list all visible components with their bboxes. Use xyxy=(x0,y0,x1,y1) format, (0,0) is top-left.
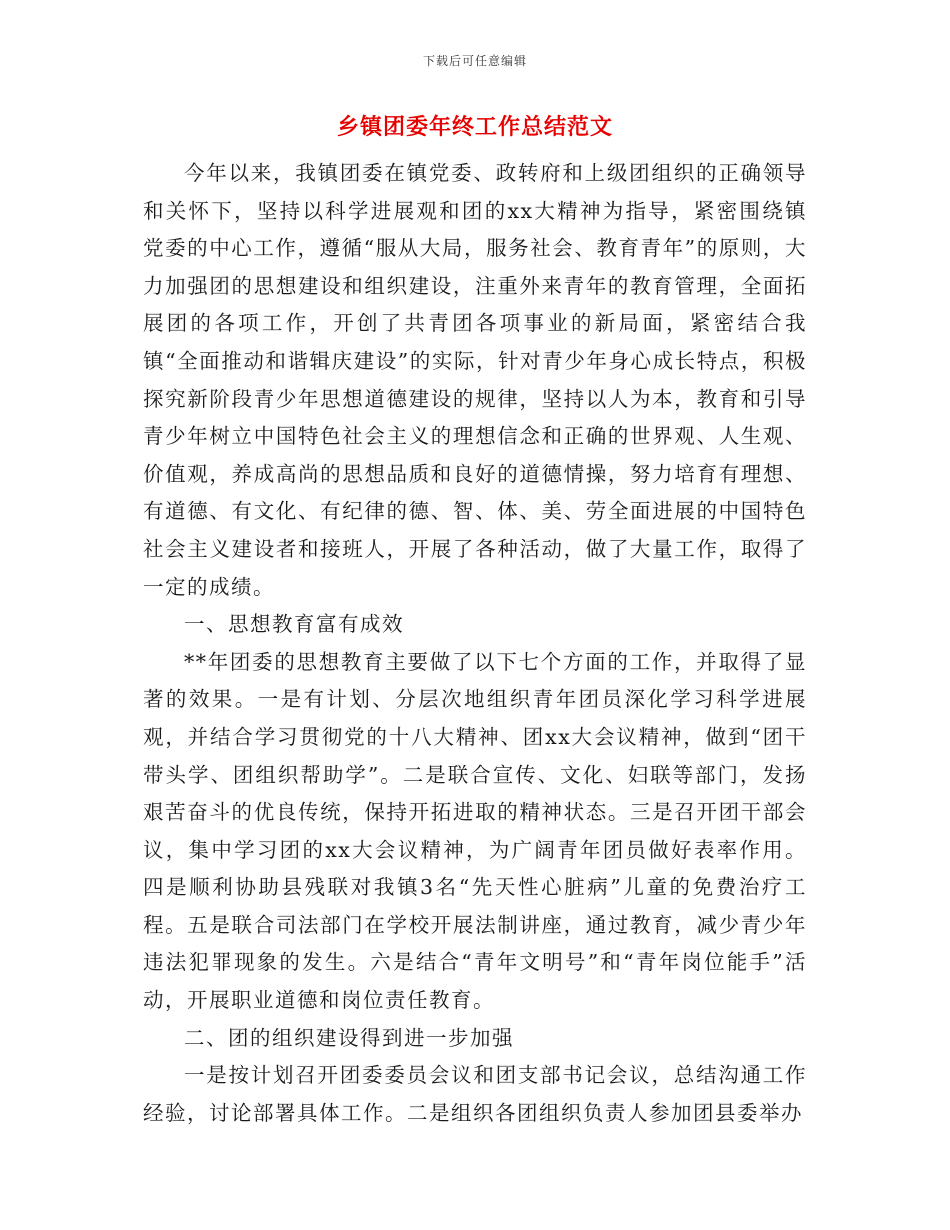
paragraph-intro: 今年以来，我镇团委在镇党委、政转府和上级团组织的正确领导和关怀下，坚持以科学进展观和团的xx大精神为指导，紧密围绕镇党委的中心工作，遵循“服从大局，服务社会、教育青年”的原则，大力加强团的思想建设和组织建设，注重外来青年的教育管理，全面拓展团的各项工作，开创了共青团各项事业的新局面，紧密结合我镇“全面推动和谐辑庆建设”的实际，针对青少年身心成长特点，积极探究新阶段青少年思想道德建设的规律，坚持以人为本，教育和引导青少年树立中国特色社会主义的理想信念和正确的世界观、人生观、价值观，养成高尚的思想品质和良好的道德情操，努力培育有理想、有道德、有文化、有纪律的德、智、体、美、劳全面进展的中国特色社会主义建设者和接班人，开展了各种活动，做了大量工作，取得了一定的成绩。 xyxy=(143,161,807,599)
paragraph-section-1: **年团委的思想教育主要做了以下七个方面的工作，并取得了显著的效果。一是有计划、分层次地组织青年团员深化学习科学进展观，并结合学习贯彻党的十八大精神、团xx大会议精神，做到“团干带头学、团组织帮助学”。二是联合宣传、文化、妇联等部门，发扬艰苦奋斗的优良传统，保持开拓进取的精神状态。三是召开团干部会议，集中学习团的xx大会议精神，为广阔青年团员做好表率作用。四是顺利协助县残联对我镇3名“先天性心脏病”儿童的免费治疗工程。五是联合司法部门在学校开展法制讲座，通过教育，减少青少年违法犯罪现象的发生。六是结合“青年文明号”和“青年岗位能手”活动，开展职业道德和岗位责任教育。 xyxy=(143,649,807,1013)
document-body xyxy=(143,155,807,1132)
paragraph-section-2: 一是按计划召开团委委员会议和团支部书记会议，总结沟通工作经验，讨论部署具体工作。二是组织各团组织负责人参加团县委举办 xyxy=(143,1063,807,1125)
document-title: 乡镇团委年终工作总结范文 xyxy=(336,115,613,140)
page-header-note: 下载后可任意编辑 xyxy=(422,54,527,68)
section-heading-2: 二、团的组织建设得到进一步加强 xyxy=(184,1025,514,1050)
section-heading-1: 一、思想教育富有成效 xyxy=(184,612,404,637)
